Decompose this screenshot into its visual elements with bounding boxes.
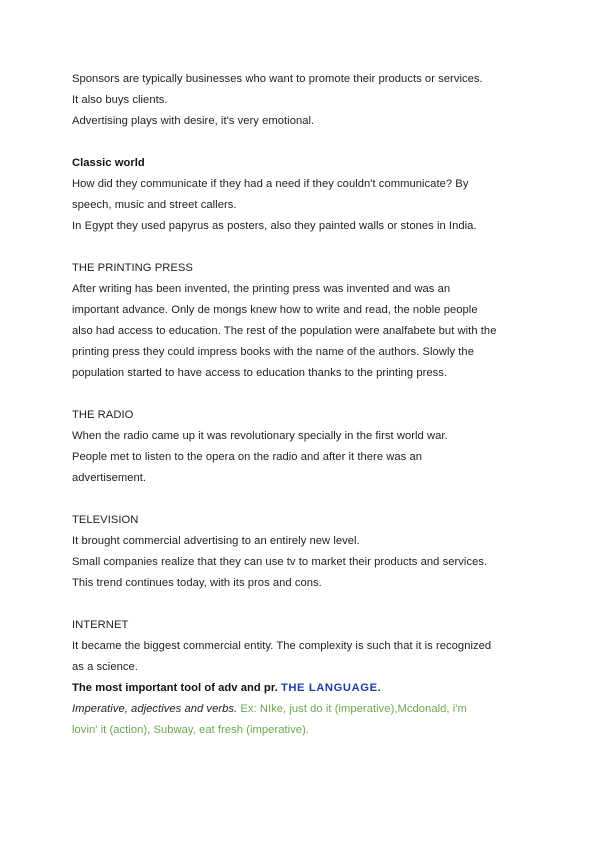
- paragraph-line: How did they communicate if they had a need if they couldn't communicate? By: [72, 178, 469, 190]
- language-line: [72, 678, 540, 699]
- spacer: [72, 384, 540, 405]
- paragraph-line: When the radio came up it was revolutionary specially in the first world war.: [72, 430, 448, 442]
- paragraph-line: It became the biggest commercial entity. The complexity is such that it is recognized: [72, 640, 492, 652]
- spacer: [72, 594, 540, 615]
- language-highlight: THE LANGUAGE.: [280, 682, 382, 694]
- section-heading: Classic world: [72, 157, 145, 169]
- paragraph-line: In Egypt they used papyrus as posters, also they painted walls or stones in India.: [72, 220, 477, 232]
- examples-intro: Imperative, adjectives and verbs.: [72, 703, 238, 715]
- intro-section: [72, 69, 540, 132]
- classic-world-section: [72, 153, 540, 237]
- paragraph-line: printing press they could impress books with the name of the authors. Slowly the: [72, 346, 474, 358]
- intro-line: Sponsors are typically businesses who want to promote their products or services.: [72, 73, 483, 85]
- paragraph-line: advertisement.: [72, 472, 147, 484]
- paragraph-line: People met to listen to the opera on the radio and after it there was an: [72, 451, 423, 463]
- spacer: [72, 489, 540, 510]
- intro-line: Advertising plays with desire, it's very emotional.: [72, 115, 315, 127]
- language-bold-text: The most important tool of adv and pr.: [72, 682, 278, 694]
- printing-press-section: [72, 258, 540, 384]
- spacer: [72, 132, 540, 153]
- section-heading: THE RADIO: [72, 409, 134, 421]
- television-section: [72, 510, 540, 594]
- spacer: [72, 237, 540, 258]
- section-heading: INTERNET: [72, 619, 129, 631]
- examples-line: [72, 699, 540, 720]
- paragraph-line: also had access to education. The rest of the population were analfabete but with the: [72, 325, 497, 337]
- section-heading: THE PRINTING PRESS: [72, 262, 193, 274]
- paragraph-line: Small companies realize that they can use tv to market their products and services.: [72, 556, 488, 568]
- paragraph-line: important advance. Only de mongs knew how to write and read, the noble people: [72, 304, 478, 316]
- paragraph-line: This trend continues today, with its pros and cons.: [72, 577, 322, 589]
- paragraph-line: as a science.: [72, 661, 138, 673]
- section-heading: TELEVISION: [72, 514, 139, 526]
- paragraph-line: population started to have access to education thanks to the printing press.: [72, 367, 448, 379]
- paragraph-line: After writing has been invented, the printing press was invented and was an: [72, 283, 451, 295]
- paragraph-line: speech, music and street callers.: [72, 199, 237, 211]
- examples-text: Ex: NIke, just do it (imperative),Mcdonald, i'm: [240, 703, 467, 715]
- examples-text-continued: lovin' it (action), Subway, eat fresh (imperative).: [72, 724, 310, 736]
- paragraph-line: It brought commercial advertising to an entirely new level.: [72, 535, 360, 547]
- language-section: [72, 678, 540, 741]
- internet-section: [72, 615, 540, 678]
- radio-section: [72, 405, 540, 489]
- intro-line: It also buys clients.: [72, 94, 168, 106]
